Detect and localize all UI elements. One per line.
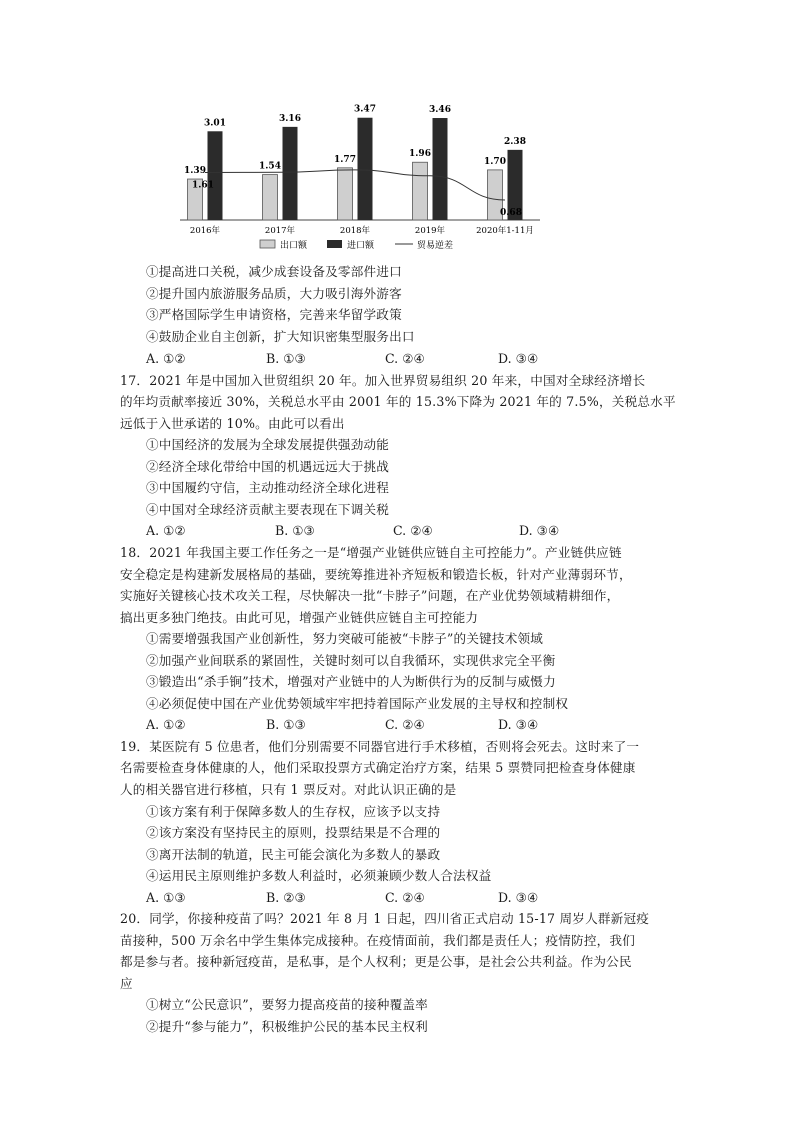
trade-bar-chart — [175, 100, 575, 252]
q19-option-b: B. ②③ — [266, 890, 306, 905]
q18-item-1: ①需要增强我国产业创新性，努力突破可能被“卡脖子”的关键技术领域 — [146, 631, 544, 646]
q17-option-d: D. ③④ — [519, 523, 560, 538]
q18-item-2: ②加强产业间联系的紧固性，关键时刻可以自我循环，实现供求完全平衡 — [146, 653, 556, 668]
q20-stem-3: 都是参与者。接种新冠疫苗，是私事，是个人权利；更是公事，是社会公共利益。作为公民 — [120, 954, 632, 969]
legend-import-swatch — [327, 240, 342, 248]
q17-stem-1: 17．2021 年是中国加入世贸组织 20 年。加入世界贸易组织 20 年来，中国对全球经济增长 — [120, 373, 646, 388]
q17-stem-2: 的年均贡献率接近 30%，关税总水平由 2001 年的 15.3%下降为 2021 年的 7.5%，关税总水平 — [120, 394, 676, 409]
import-bar — [433, 118, 448, 220]
export-value-label: 1.39 — [184, 166, 206, 177]
q16-item-1: ①提高进口关税，减少成套设备及零部件进口 — [146, 264, 402, 279]
q16-option-d: D. ③④ — [498, 351, 539, 366]
q18-item-3: ③锻造出“杀手锏”技术，增强对产业链中的人为断供行为的反制与威慑力 — [146, 674, 556, 689]
export-bar — [263, 175, 278, 220]
q19-stem-1: 19．某医院有 5 位患者，他们分别需要不同器官进行手术移植，否则将会死去。这时来了一 — [120, 739, 640, 754]
q16-item-4: ④鼓励企业自主创新，扩大知识密集型服务出口 — [146, 329, 415, 344]
q17-item-1: ①中国经济的发展为全球发展提供强劲动能 — [146, 437, 390, 452]
q16-option-c: C. ②④ — [385, 351, 425, 366]
q17-item-4: ④中国对全球经济贡献主要表现在下调关税 — [146, 502, 390, 517]
legend-import-label: 进口额 — [347, 241, 375, 251]
q20-stem-4: 应 — [120, 976, 133, 991]
q18-stem-4: 搞出更多独门绝技。由此可见，增强产业链供应链自主可控能力 — [120, 610, 479, 625]
q16-item-2: ②提升国内旅游服务品质，大力吸引海外游客 — [146, 286, 402, 301]
q17-option-a: A. ①② — [146, 523, 186, 538]
trade-deficit-line — [205, 170, 505, 200]
import-bar — [208, 131, 223, 220]
import-value-label: 3.01 — [204, 118, 226, 129]
q17-option-c: C. ②④ — [393, 523, 433, 538]
q19-option-d: D. ③④ — [498, 890, 539, 905]
export-value-label: 1.70 — [484, 156, 506, 167]
q16-option-a: A. ①② — [146, 351, 186, 366]
q18-option-a: A. ①② — [146, 717, 186, 732]
q17-option-b: B. ①③ — [275, 523, 315, 538]
import-value-label: 3.47 — [354, 104, 376, 115]
q16-option-b: B. ①③ — [266, 351, 306, 366]
legend-deficit-label: 贸易逆差 — [417, 241, 454, 251]
q19-item-4: ④运用民主原则维护多数人利益时，必须兼顾少数人合法权益 — [146, 868, 492, 883]
q19-item-2: ②该方案没有坚持民主的原则，投票结果是不合理的 — [146, 825, 441, 840]
export-bar — [338, 168, 353, 220]
q20-stem-2: 苗接种，500 万余名中学生集体完成接种。在疫情面前，我们都是责任人；疫情防控，我们 — [120, 933, 636, 948]
q18-stem-3: 实施好关键核心技术攻关工程，尽快解决一批“卡脖子”问题，在产业优势领域精耕细作， — [120, 588, 620, 603]
import-value-label: 2.38 — [504, 136, 526, 147]
q19-item-1: ①该方案有利于保障多数人的生存权，应该予以支持 — [146, 804, 441, 819]
legend-export-swatch — [260, 240, 275, 248]
export-value-label: 1.54 — [259, 161, 281, 172]
category-tick-label: 2020年1-11月 — [476, 226, 534, 236]
q20-item-1: ①树立“公民意识”，要努力提高疫苗的接种覆盖率 — [146, 997, 428, 1012]
category-tick-label: 2019年 — [414, 226, 446, 236]
q18-stem-2: 安全稳定是构建新发展格局的基础，要统筹推进补齐短板和锻造长板，针对产业薄弱环节， — [120, 567, 632, 582]
q20-item-2: ②提升“参与能力”，积极维护公民的基本民主权利 — [146, 1019, 428, 1034]
export-bar — [413, 162, 428, 220]
q16-item-3: ③严格国际学生申请资格，完善来华留学政策 — [146, 307, 402, 322]
chart-legend — [260, 239, 453, 251]
q18-stem-1: 18．2021 年我国主要工作任务之一是“增强产业链供应链自主可控能力”。产业链供应链 — [120, 545, 622, 560]
q18-option-d: D. ③④ — [498, 717, 539, 732]
q18-option-c: C. ②④ — [385, 717, 425, 732]
q19-stem-2: 名需要检查身体健康的人，他们采取投票方式确定治疗方案，结果 5 票赞同把检查身体健康 — [120, 760, 636, 775]
import-bar — [283, 127, 298, 220]
category-tick-label: 2016年 — [189, 226, 221, 236]
category-tick-label: 2018年 — [339, 226, 371, 236]
q19-item-3: ③离开法制的轨道，民主可能会演化为多数人的暴政 — [146, 847, 441, 862]
import-value-label: 3.16 — [279, 113, 301, 124]
legend-export-label: 出口额 — [280, 241, 308, 251]
import-bar — [358, 118, 373, 220]
q19-option-a: A. ①③ — [146, 890, 186, 905]
q17-stem-3: 远低于入世承诺的 10%。由此可以看出 — [120, 416, 345, 431]
q19-option-c: C. ②④ — [385, 890, 425, 905]
q20-stem-1: 20．同学，你接种疫苗了吗？2021 年 8 月 1 日起，四川省正式启动 15-17 周岁人群新冠疫 — [120, 911, 650, 926]
q19-stem-3: 人的相关器官进行移植，只有 1 票反对。对此认识正确的是 — [120, 782, 457, 797]
export-value-label: 1.96 — [409, 149, 431, 160]
deficit-value-label: 0.68 — [500, 207, 522, 218]
q18-item-4: ④必须促使中国在产业优势领域牢牢把持着国际产业发展的主导权和控制权 — [146, 696, 569, 711]
deficit-value-label: 1.61 — [192, 180, 214, 191]
category-tick-label: 2017年 — [264, 226, 296, 236]
export-value-label: 1.77 — [334, 154, 356, 165]
q17-item-2: ②经济全球化带给中国的机遇远远大于挑战 — [146, 459, 390, 474]
q17-item-3: ③中国履约守信，主动推动经济全球化进程 — [146, 480, 390, 495]
import-value-label: 3.46 — [429, 105, 451, 116]
q18-option-b: B. ①③ — [266, 717, 306, 732]
